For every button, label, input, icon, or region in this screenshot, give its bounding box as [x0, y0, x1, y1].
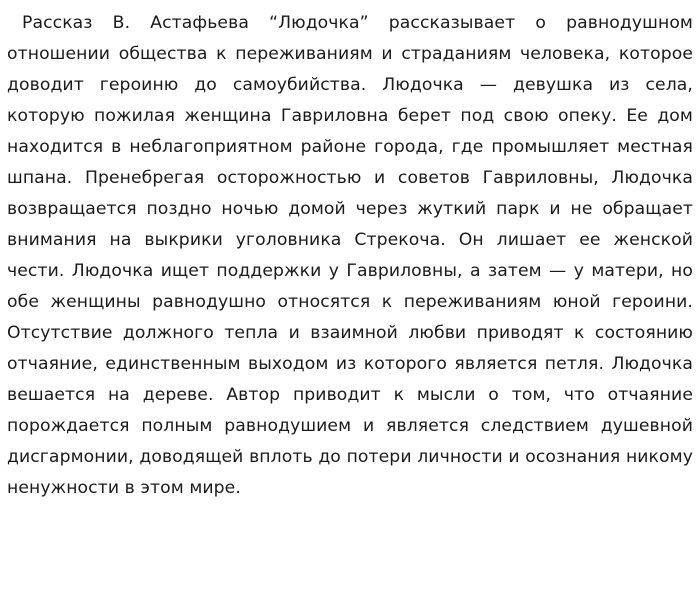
document-page — [7, 8, 693, 504]
essay-paragraph: Рассказ В. Астафьева “Людочка” рассказывает о равнодушном отношении общества к переживаниям и страданиям человека, которое доводит героиню до самоубийства. Людочка — девушка из села, которую пожилая женщина Гавриловна берет под свою опеку. Ее дом находится в неблагоприятном районе города, где промышляет местная шпана. Пренебрегая осторожностью и советов Гавриловны, Людочка возвращается поздно ночью домой через жуткий парк и не обращает внимания на выкрики уголовника Стрекоча. Он лишает ее женской чести. Людочка ищет поддержки у Гавриловны, а затем — у матери, но обе женщины равнодушно относятся к переживаниям юной героини. Отсутствие должного тепла и взаимной любви приводят к состоянию отчаяние, единственным выходом из которого является петля. Людочка вешается на дереве. Автор приводит к мысли о том, что отчаяние порождается полным равнодушием и является следствием душевной дисгармонии, доводящей вплоть до потери личности и осознания никому ненужности в этом мире. — [7, 13, 693, 498]
